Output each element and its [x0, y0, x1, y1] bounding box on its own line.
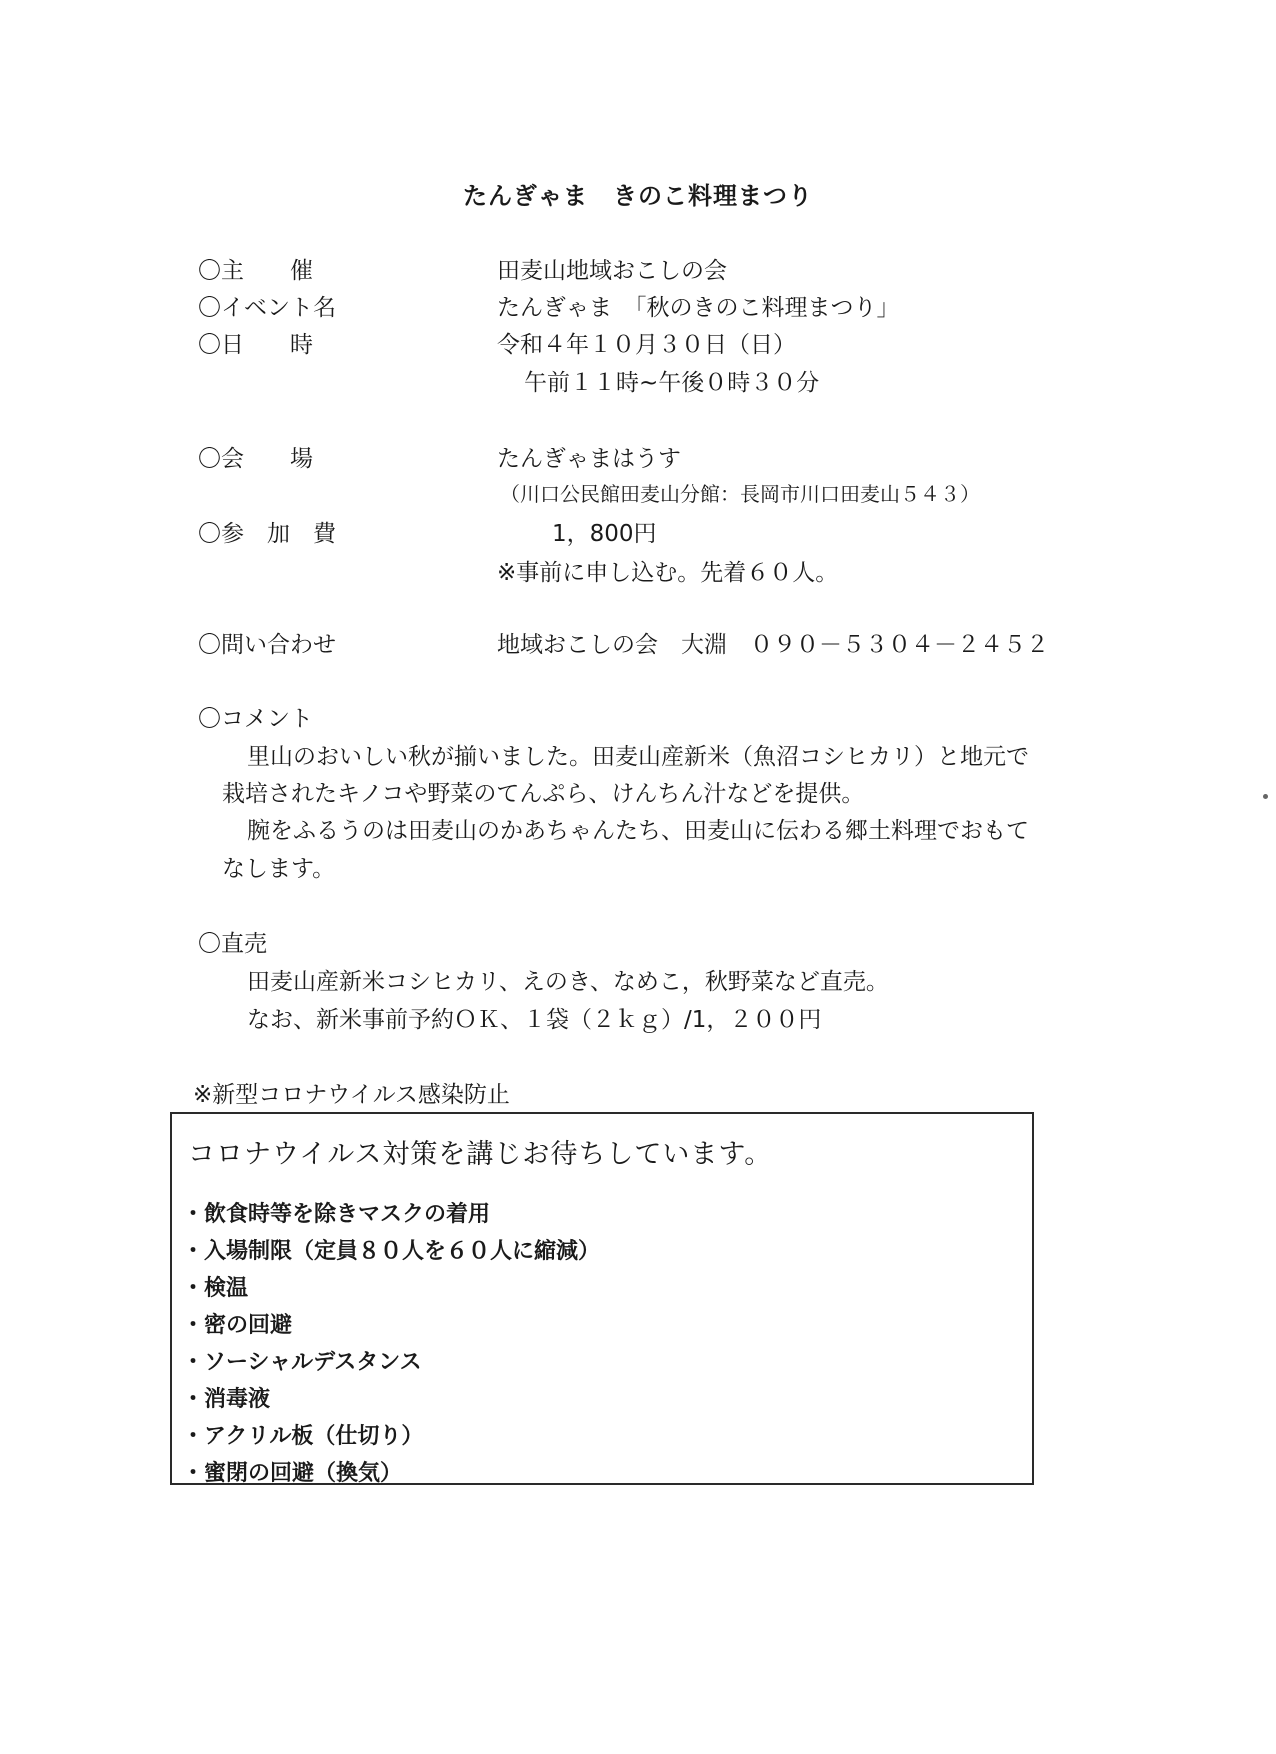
date-value: 令和４年１０月３０日（日）	[497, 332, 796, 358]
organizer-label: 〇主 催	[198, 258, 313, 284]
direct-sale-heading: 〇直売	[198, 931, 267, 957]
covid-heading: コロナウイルス対策を講じお待ちしています。	[188, 1139, 773, 1170]
comment-line: 腕をふるうのは田麦山のかあちゃんたち、田麦山に伝わる郷土料理でおもて	[247, 818, 1029, 844]
comment-line: なします。	[222, 856, 336, 882]
list-item: ・検温	[182, 1276, 249, 1301]
page-title: たんぎゃま きのこ料理まつり	[463, 182, 813, 210]
list-item: ・アクリル板（仕切り）	[182, 1424, 424, 1449]
list-item: ・蜜閉の回避（換気）	[182, 1461, 403, 1486]
time-value: 午前１１時~午後０時３０分	[524, 370, 820, 396]
covid-note: ※新型コロナウイルス感染防止	[193, 1082, 510, 1108]
comment-heading: 〇コメント	[198, 706, 313, 732]
venue-value: たんぎゃまはうす	[497, 446, 681, 472]
comment-line: 栽培されたキノコや野菜のてんぷら、けんちん汁などを提供。	[222, 781, 865, 807]
organizer-value: 田麦山地域おこしの会	[497, 258, 727, 284]
contact-label: 〇問い合わせ	[198, 632, 336, 658]
fee-label: 〇参 加 費	[198, 521, 336, 547]
venue-address: （川口公民館田麦山分館：長岡市川口田麦山５４３）	[500, 482, 980, 506]
contact-value: 地域おこしの会 大淵 ０９０－５３０４－２４５２	[497, 632, 1049, 658]
event-name-value: たんぎゃま 「秋のきのこ料理まつり」	[497, 295, 900, 321]
event-name-label: 〇イベント名	[198, 295, 336, 321]
fee-note: ※事前に申し込む。先着６０人。	[497, 560, 839, 586]
fee-value: 1，800円	[552, 521, 657, 547]
list-item: ・消毒液	[182, 1387, 271, 1412]
scan-speck	[1263, 794, 1268, 799]
list-item: ・飲食時等を除きマスクの着用	[182, 1202, 491, 1227]
covid-measures-box	[170, 1112, 1034, 1485]
date-label: 〇日 時	[198, 332, 313, 358]
venue-label: 〇会 場	[198, 446, 313, 472]
list-item: ・密の回避	[182, 1313, 293, 1338]
direct-sale-line: 田麦山産新米コシヒカリ、えのき、なめこ，秋野菜など直売。	[247, 969, 889, 995]
comment-line: 里山のおいしい秋が揃いました。田麦山産新米（魚沼コシヒカリ）と地元で	[247, 744, 1029, 770]
list-item: ・ソーシャルデスタンス	[182, 1350, 422, 1375]
direct-sale-line: なお、新米事前予約ＯＫ、１袋（２ｋｇ）/1，２００円	[247, 1007, 822, 1033]
list-item: ・入場制限（定員８０人を６０人に縮減）	[182, 1239, 601, 1264]
covid-measures-list	[182, 1196, 600, 1492]
